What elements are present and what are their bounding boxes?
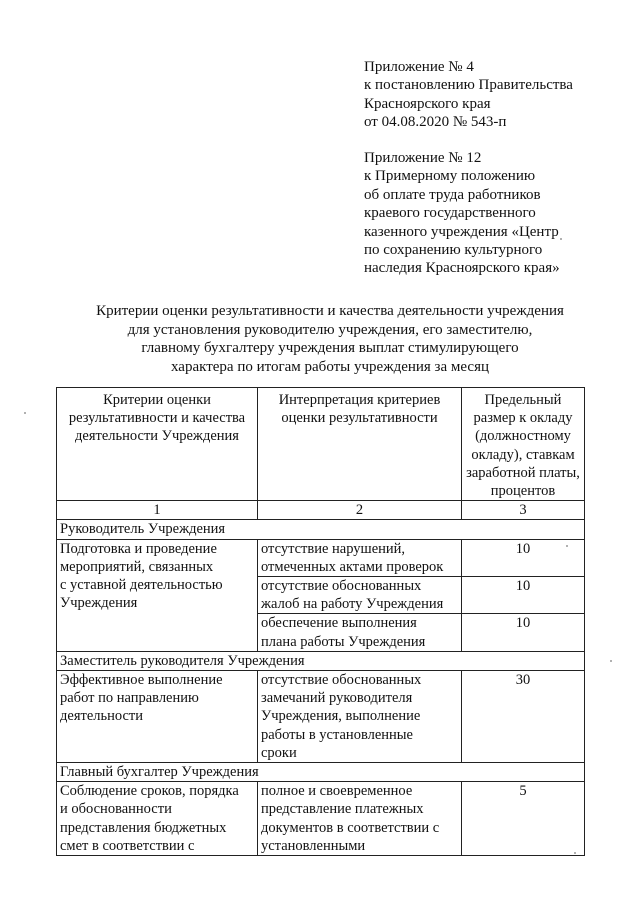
section-row-accountant: [57, 763, 585, 782]
column-number: 2: [258, 501, 462, 520]
appendix-line: краевого государственного: [364, 205, 536, 222]
interpretation-cell: отсутствие обоснованных жалоб на работу Учреждения: [258, 577, 462, 614]
scan-speck: [610, 660, 612, 662]
table-row: [57, 671, 585, 763]
appendix-line: казенного учреждения «Центр: [364, 223, 559, 240]
title-line: характера по итогам работы учреждения за месяц: [170, 358, 490, 375]
scan-speck: [574, 852, 576, 854]
appendix-line: Приложение № 4: [364, 59, 474, 75]
interpretation-cell: полное и своевременное представление платежных документов в соответствии с установленными: [258, 782, 462, 856]
title-line: Критерии оценки результативности и качества деятельности учреждения: [96, 303, 564, 319]
header-interpretation: Интерпретация критериев оценки результативности: [258, 388, 462, 501]
title-line: главному бухгалтеру учреждения выплат стимулирующего: [141, 340, 519, 356]
table-header-row: [57, 388, 585, 501]
value-cell: 5: [462, 782, 585, 856]
table-row: [57, 782, 585, 856]
scan-speck: [566, 545, 568, 547]
section-row-deputy: [57, 651, 585, 670]
section-title: Главный бухгалтер Учреждения: [57, 763, 585, 782]
value-cell: 10: [462, 614, 585, 651]
appendix-line: к Примерному положению: [364, 168, 536, 185]
appendix-line: об оплате труда работников: [364, 186, 541, 203]
value-cell: 10: [462, 577, 585, 614]
criterion-cell: Соблюдение сроков, порядка и обоснованности представления бюджетных смет в соответствии с: [57, 782, 258, 856]
appendix-reference-regulation: [364, 149, 614, 278]
header-criteria: Критерии оценки результативности и качества деятельности Учреждения: [57, 388, 258, 501]
value-cell: 30: [462, 671, 585, 763]
appendix-line: к постановлению Правительства: [364, 77, 573, 94]
title-line: для установления руководителю учреждения, его заместителю,: [127, 321, 533, 338]
section-row-director: [57, 520, 585, 539]
appendix-line: от 04.08.2020 № 543-п: [364, 114, 507, 131]
value-cell: 10: [462, 539, 585, 576]
criteria-table: [56, 387, 585, 856]
scan-speck: [24, 412, 26, 414]
header-limit-size: Предельный размер к окладу (должностному окладу), ставкам заработной платы, процентов: [462, 388, 585, 501]
appendix-line: Приложение № 12: [364, 150, 482, 166]
interpretation-cell: отсутствие нарушений, отмеченных актами проверок: [258, 539, 462, 576]
appendix-reference-resolution: [364, 58, 614, 132]
criterion-cell: Эффективное выполнение работ по направлению деятельности: [57, 671, 258, 763]
scan-speck: [560, 238, 562, 240]
interpretation-cell: обеспечение выполнения плана работы Учреждения: [258, 614, 462, 651]
table-row: [57, 539, 585, 576]
interpretation-cell: отсутствие обоснованных замечаний руководителя Учреждения, выполнение работы в установленные сроки: [258, 671, 462, 763]
document-title: [60, 302, 600, 376]
column-number-row: [57, 501, 585, 520]
section-title: Заместитель руководителя Учреждения: [57, 651, 585, 670]
column-number: 3: [462, 501, 585, 520]
appendix-line: по сохранению культурного: [364, 242, 543, 259]
appendix-line: наследия Красноярского края»: [364, 260, 560, 277]
criterion-cell: Подготовка и проведение мероприятий, связанных с уставной деятельностью Учреждения: [57, 539, 258, 651]
appendix-line: Красноярского края: [364, 95, 491, 112]
column-number: 1: [57, 501, 258, 520]
section-title: Руководитель Учреждения: [57, 520, 585, 539]
